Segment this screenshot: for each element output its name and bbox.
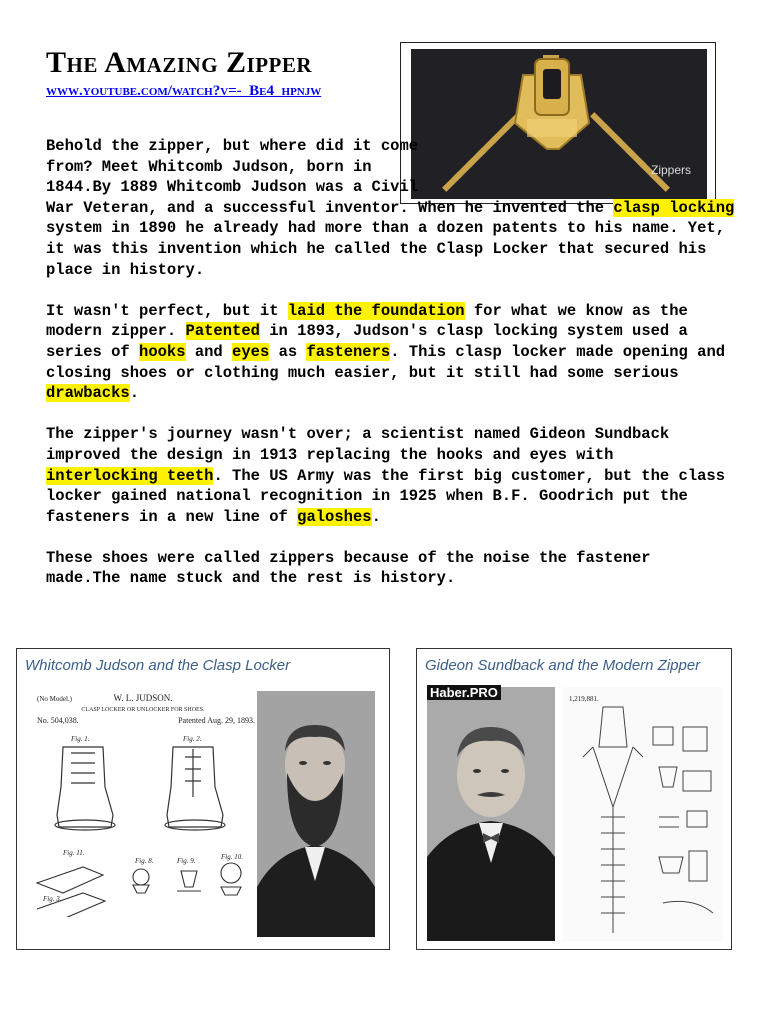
highlighted-term: Patented — [185, 322, 260, 341]
paragraph-text: . — [371, 507, 381, 526]
paragraph-2 — [46, 301, 726, 404]
highlighted-term: fasteners — [306, 342, 391, 361]
paragraph-text: in 1893, Judson's clasp locking system used a series of — [46, 322, 688, 361]
fig-label: Fig. 11. — [63, 849, 85, 857]
clasp-locker-patent-drawing — [23, 687, 259, 917]
paragraph-text: These shoes were called zippers because of the noise the fastener made.The name stuck and the rest is history. — [46, 548, 651, 588]
highlighted-term: drawbacks — [46, 384, 130, 403]
paragraph-1 — [46, 136, 736, 280]
fig-label: Fig. 1. — [71, 735, 90, 743]
paragraph-3 — [46, 424, 726, 527]
fig-label: Fig. 3. — [43, 895, 62, 903]
judson-caption: Whitcomb Judson and the Clasp Locker — [25, 657, 291, 674]
paragraph-text: . The US Army was the first big customer, but the class locker gained national recognition in 1925 when B.F. Goodrich put the fasteners in a new line of — [46, 466, 726, 526]
paragraph-4 — [46, 548, 726, 589]
highlighted-term: laid the foundation — [287, 301, 465, 320]
youtube-link[interactable]: www.youtube.com/watch?v=-_Be4_hpnjw — [46, 83, 322, 99]
fig-label: Fig. 9. — [177, 857, 196, 865]
sundback-portrait — [427, 687, 555, 941]
fig-label: Fig. 2. — [183, 735, 202, 743]
paragraph-text: system in 1890 he already had more than a dozen patents to his name. Yet, it was this invention which he called the Clasp Locker that secured his place in history. — [46, 219, 726, 279]
clasp-detail-drawing — [37, 863, 241, 917]
patent-model: (No Model.) — [37, 695, 72, 703]
modern-zipper-patent-drawing — [563, 687, 723, 941]
article-body — [46, 136, 735, 610]
paragraph-text: It wasn't perfect, but it — [46, 301, 288, 320]
patent-date: Patented Aug. 29, 1893. — [178, 716, 255, 725]
boot-drawing-1 — [55, 747, 115, 830]
paragraph-text: . This clasp locker made opening and closing shoes or clothing much easier, but it still had some serious — [46, 342, 726, 382]
paragraph-text: The zipper's journey wasn't over; a scientist named Gideon Sundback improved the design in 1913 replacing the hooks and eyes with — [46, 425, 670, 464]
zippers-watermark: Zippers — [650, 163, 691, 177]
paragraph-text: . — [129, 384, 140, 403]
highlighted-term: galoshes — [297, 507, 372, 526]
sundback-card — [416, 648, 732, 950]
boot-drawing-2 — [165, 747, 225, 830]
highlighted-term: eyes — [232, 342, 270, 361]
paragraph-text: for what we know as the modern zipper. — [46, 301, 688, 341]
paragraph-text: Behold the zipper, but where did it come from? Meet Whitcomb Judson, born in 1844.By 1889 Whitcomb Judson was a Civil War Veteran, and a successful inventor. When he invented the — [46, 137, 614, 217]
page-title: The Amazing Zipper — [46, 46, 313, 79]
judson-card — [16, 648, 390, 950]
highlighted-term: interlocking teeth — [46, 466, 214, 485]
fig-label: Fig. 8. — [135, 857, 154, 865]
paragraph-text: as — [269, 342, 307, 361]
sundback-caption: Gideon Sundback and the Modern Zipper — [425, 657, 701, 674]
sundback-patent-number: 1,219,881. — [569, 695, 599, 703]
fig-label: Fig. 10. — [221, 853, 243, 861]
patent-subtitle: CLASP LOCKER OR UNLOCKER FOR SHOES. — [81, 707, 205, 713]
paragraph-text: and — [185, 342, 233, 361]
judson-portrait — [257, 691, 375, 937]
highlighted-term: clasp locking — [613, 198, 735, 217]
highlighted-term: hooks — [139, 342, 186, 361]
patent-number: No. 504,038. — [37, 716, 79, 725]
haber-watermark: Haber.PRO — [427, 685, 501, 700]
patent-name: W. L. JUDSON. — [113, 693, 173, 703]
